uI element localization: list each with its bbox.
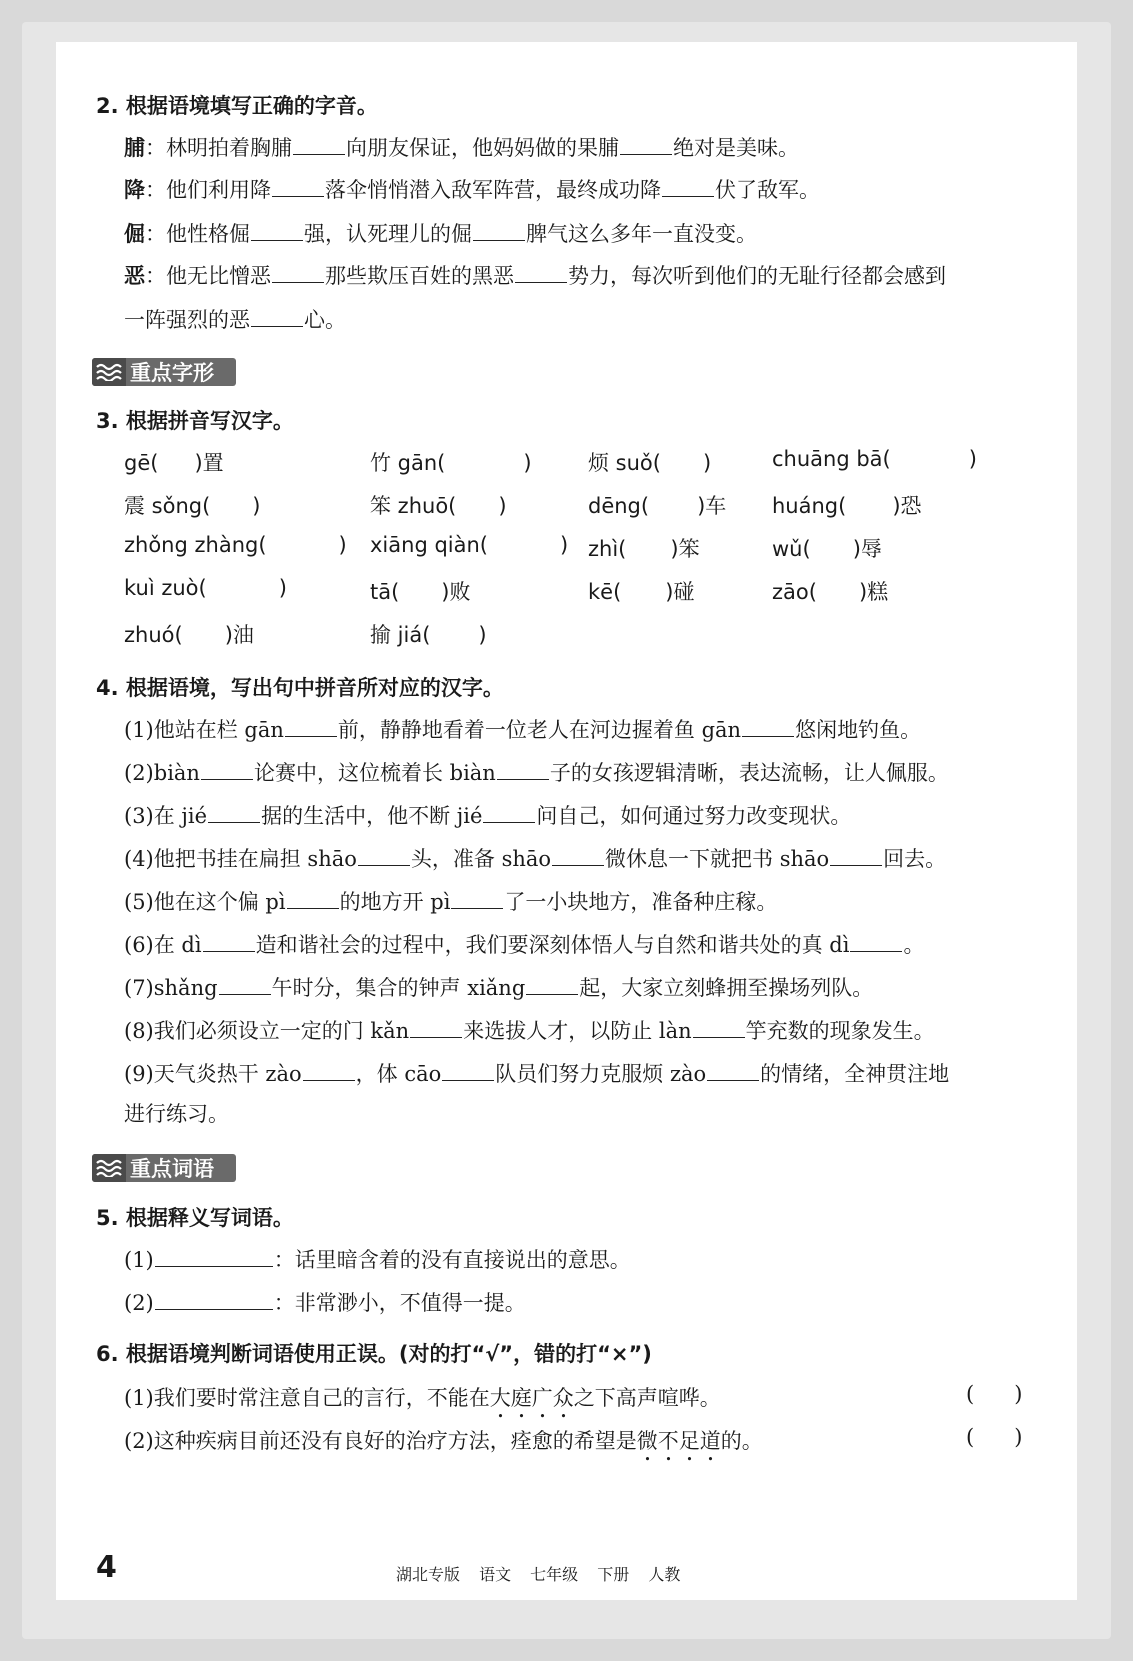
worksheet-page <box>56 42 1077 1600</box>
q4-text: 的情绪，全神贯注地 <box>760 1062 950 1086</box>
q4-text: 起，大家立刻蜂拥至操场列队。 <box>579 976 874 1000</box>
answer-blank[interactable] <box>155 1287 273 1310</box>
q2-text: 那些欺压百姓的黑恶 <box>325 264 514 288</box>
q2-text: 绝对是美味。 <box>673 136 799 160</box>
answer-blank[interactable] <box>272 174 324 197</box>
q4-text: 微休息一下就把书 shāo <box>605 847 830 871</box>
wave-icon <box>92 1154 126 1182</box>
q2-line: 脯：林明拍着胸脯 向朋友保证，他妈妈做的果脯 绝对是美味。 <box>124 132 799 162</box>
q2-title: 2. 根据语境填写正确的字音。 <box>96 94 378 118</box>
q6-item <box>124 1382 721 1423</box>
answer-blank[interactable] <box>410 1015 462 1038</box>
q2-lead-char: 恶 <box>124 264 145 288</box>
answer-blank[interactable] <box>219 972 271 995</box>
q2-line: 恶：他无比憎恶 那些欺压百姓的黑恶 势力，每次听到他们的无耻行径都会感到 <box>124 260 946 290</box>
q4-text: 。 <box>903 933 925 957</box>
q3-item <box>588 533 700 563</box>
q3-prompt: 揄 jiá( <box>370 623 431 647</box>
q4-line <box>124 714 921 744</box>
q4-line <box>124 843 946 873</box>
answer-blank[interactable] <box>285 714 337 737</box>
q2-text: 脾气这么多年一直没变。 <box>526 222 757 246</box>
q3-item <box>370 447 532 477</box>
q2-text: 他们利用降 <box>166 178 271 202</box>
q3-prompt: tā( <box>370 580 400 604</box>
q3-prompt: zāo( <box>772 580 817 604</box>
answer-blank[interactable] <box>155 1244 273 1267</box>
q3-item <box>588 490 726 520</box>
q3-prompt: kuì zuò( <box>124 576 207 600</box>
q3-item <box>124 447 224 477</box>
q4-text: 午时分，集合的钟声 xiǎng <box>271 976 526 1000</box>
q3-suffix: ) <box>968 447 977 471</box>
q3-item <box>370 576 471 606</box>
answer-blank[interactable] <box>620 132 672 155</box>
judgement-box[interactable]: ( ) <box>966 1425 1023 1449</box>
answer-blank[interactable] <box>201 757 253 780</box>
q3-prompt: wǔ( <box>772 537 811 561</box>
answer-blank[interactable] <box>442 1058 494 1081</box>
q5-definition: ：话里暗含着的没有直接说出的意思。 <box>273 1248 631 1272</box>
q4-line <box>124 886 777 916</box>
q4-text: 了一小块地方，准备种庄稼。 <box>504 890 778 914</box>
q4-text: 竽充数的现象发生。 <box>745 1019 935 1043</box>
q3-suffix: ) <box>523 451 532 475</box>
q4-line <box>124 1015 935 1045</box>
q4-text: 据的生活中，他不断 jié <box>261 804 483 828</box>
q3-prompt: 笨 zhuō( <box>370 494 457 518</box>
q4-line <box>124 800 851 830</box>
q3-suffix: ) <box>559 533 569 557</box>
q3-prompt: 竹 gān( <box>370 451 446 475</box>
q4-text: 前，静静地看着一位老人在河边握着鱼 gān <box>337 718 742 742</box>
q3-suffix: ) <box>498 494 507 518</box>
q3-suffix: )败 <box>441 580 471 604</box>
q3-item <box>124 576 287 600</box>
q2-text: 落伞悄悄潜入敌军阵营，最终成功降 <box>325 178 661 202</box>
q5-item <box>124 1244 631 1274</box>
q3-item <box>370 490 507 520</box>
q3-suffix: )车 <box>697 494 727 518</box>
q2-lead-char: 脯 <box>124 136 145 160</box>
q4-text: 子的女孩逻辑清晰，表达流畅，让人佩服。 <box>549 761 949 785</box>
q4-text: 造和谐社会的过程中，我们要深刻体悟人与自然和谐共处的真 dì <box>255 933 850 957</box>
q3-item <box>124 533 347 557</box>
q3-suffix: )碰 <box>665 580 695 604</box>
q6-text: 之下高声喧哗。 <box>573 1386 721 1410</box>
q3-prompt: zhǒng zhàng( <box>124 533 267 557</box>
q4-text: (9)天气炎热干 zào <box>124 1062 302 1086</box>
judgement-box[interactable]: ( ) <box>966 1382 1023 1406</box>
q4-text: (6)在 dì <box>124 933 202 957</box>
q2-text: 伏了敌军。 <box>715 178 820 202</box>
q3-item <box>772 490 922 520</box>
q2-text: 他性格倔 <box>166 222 250 246</box>
q4-text: (8)我们必须设立一定的门 kǎn <box>124 1019 410 1043</box>
q6-text: (2)这种疾病目前还没有良好的治疗方法，痊愈的希望是 <box>124 1429 637 1453</box>
footer-edition: 湖北专版 语文 七年级 下册 人教 <box>396 1565 681 1584</box>
q4-text: 头，准备 shāo <box>410 847 552 871</box>
q4-text: 来选拔人才，以防止 làn <box>463 1019 692 1043</box>
q5-title: 5. 根据释义写词语。 <box>96 1206 294 1230</box>
q4-text: (4)他把书挂在扁担 shāo <box>124 847 357 871</box>
answer-blank[interactable] <box>707 1058 759 1081</box>
q3-suffix: )置 <box>194 451 224 475</box>
q5-definition: ：非常渺小，不值得一提。 <box>273 1291 526 1315</box>
answer-blank[interactable] <box>693 1015 745 1038</box>
q4-text: (2)biàn <box>124 761 200 785</box>
q4-text: 悠闲地钓鱼。 <box>795 718 922 742</box>
q4-line <box>124 757 949 787</box>
answer-blank[interactable] <box>526 972 578 995</box>
answer-blank[interactable] <box>303 1058 355 1081</box>
q4-text: 问自己，如何通过努力改变现状。 <box>536 804 852 828</box>
answer-blank[interactable] <box>293 132 345 155</box>
answer-blank[interactable] <box>742 714 794 737</box>
q3-suffix: ) <box>252 494 261 518</box>
page-number: 4 <box>96 1550 117 1585</box>
q6-title: 6. 根据语境判断词语使用正误。(对的打“√”，错的打“×”) <box>96 1342 652 1366</box>
q2-lead-char: 降 <box>124 178 145 202</box>
section-tag-key-words <box>92 1154 236 1182</box>
q3-prompt: huáng( <box>772 494 847 518</box>
q3-suffix: ) <box>278 576 287 600</box>
q4-continuation: 进行练习。 <box>124 1102 229 1126</box>
q2-line: 倔：他性格倔 强，认死理儿的倔 脾气这么多年一直没变。 <box>124 218 757 248</box>
answer-blank[interactable] <box>251 218 303 241</box>
section-title: 重点词语 <box>130 1157 214 1181</box>
wave-icon <box>92 358 126 386</box>
q4-line <box>124 972 873 1002</box>
answer-blank[interactable] <box>287 886 339 909</box>
q3-title: 3. 根据拼音写汉字。 <box>96 409 294 433</box>
q2-line: 降：他们利用降 落伞悄悄潜入敌军阵营，最终成功降 伏了敌军。 <box>124 174 820 204</box>
q3-item <box>772 576 888 606</box>
q3-item <box>124 490 261 520</box>
q3-suffix: )恐 <box>892 494 922 518</box>
q3-suffix: )油 <box>224 623 254 647</box>
q3-item <box>588 576 694 606</box>
q3-suffix: )辱 <box>852 537 882 561</box>
q3-suffix: ) <box>702 451 712 475</box>
q2-text: 心。 <box>304 308 346 332</box>
q6-emphasized-word: 大庭广众 <box>489 1386 574 1410</box>
q2-continuation <box>124 304 346 334</box>
q3-suffix: )笨 <box>670 537 700 561</box>
q2-text: 林明拍着胸脯 <box>166 136 292 160</box>
q6-text: 的。 <box>720 1429 763 1453</box>
q3-item <box>588 447 711 477</box>
q6-text: (1)我们要时常注意自己的言行，不能在 <box>124 1386 490 1410</box>
answer-blank[interactable] <box>251 304 303 327</box>
q3-suffix: )糕 <box>858 580 889 604</box>
q4-text: 的地方开 pì <box>339 890 451 914</box>
answer-blank[interactable] <box>483 800 535 823</box>
q4-title: 4. 根据语境，写出句中拼音所对应的汉字。 <box>96 676 504 700</box>
q3-prompt: dēng( <box>588 494 650 518</box>
q2-lead-char: 倔 <box>124 222 145 246</box>
q2-text: 强，认死理儿的倔 <box>304 222 472 246</box>
q3-prompt: zhuó( <box>124 623 183 647</box>
answer-blank[interactable] <box>552 843 604 866</box>
section-title: 重点字形 <box>130 361 214 385</box>
q3-prompt: 震 sǒng( <box>124 494 211 518</box>
q2-text: 向朋友保证，他妈妈做的果脯 <box>346 136 619 160</box>
answer-blank[interactable] <box>662 174 714 197</box>
answer-blank[interactable] <box>208 800 260 823</box>
answer-blank[interactable] <box>850 929 902 952</box>
q3-prompt: chuāng bā( <box>772 447 891 471</box>
answer-blank[interactable] <box>473 218 525 241</box>
q2-text: 他无比憎恶 <box>166 264 271 288</box>
q4-text: 队员们努力克服烦 zào <box>495 1062 707 1086</box>
q3-prompt: zhì( <box>588 537 627 561</box>
answer-blank[interactable] <box>358 843 410 866</box>
q5-item <box>124 1287 526 1317</box>
answer-blank[interactable] <box>203 929 255 952</box>
q2-text: 势力，每次听到他们的无耻行径都会感到 <box>568 264 946 288</box>
q4-text: 回去。 <box>883 847 947 871</box>
answer-blank[interactable] <box>830 843 882 866</box>
q4-line <box>124 929 924 959</box>
q3-prompt: 烦 suǒ( <box>588 451 661 475</box>
q3-item <box>124 619 254 649</box>
q4-text: ，体 cāo <box>355 1062 442 1086</box>
q3-prompt: xiāng qiàn( <box>370 533 488 557</box>
q4-text: (1)他站在栏 gān <box>124 718 284 742</box>
answer-blank[interactable] <box>272 260 324 283</box>
q6-emphasized-word: 微不足道 <box>636 1429 721 1453</box>
section-tag-key-characters <box>92 358 236 386</box>
q5-number: (2) <box>124 1291 154 1315</box>
q3-suffix: ) <box>478 623 487 647</box>
q4-text: (3)在 jié <box>124 804 208 828</box>
q4-text: 论赛中，这位梳着长 biàn <box>253 761 496 785</box>
q3-prompt: kē( <box>588 580 622 604</box>
answer-blank[interactable] <box>497 757 549 780</box>
q2-text: 一阵强烈的恶 <box>124 308 250 332</box>
q3-item <box>370 533 568 557</box>
q4-text: (7)shǎng <box>124 976 218 1000</box>
answer-blank[interactable] <box>515 260 567 283</box>
q3-item <box>370 619 487 649</box>
q5-number: (1) <box>124 1248 154 1272</box>
q3-suffix: ) <box>338 533 347 557</box>
answer-blank[interactable] <box>451 886 503 909</box>
q3-item <box>772 533 882 563</box>
q3-item <box>772 447 977 471</box>
q4-line <box>124 1058 949 1088</box>
q4-text: (5)他在这个偏 pì <box>124 890 286 914</box>
q3-prompt: gē( <box>124 451 159 475</box>
q6-item <box>124 1425 763 1466</box>
